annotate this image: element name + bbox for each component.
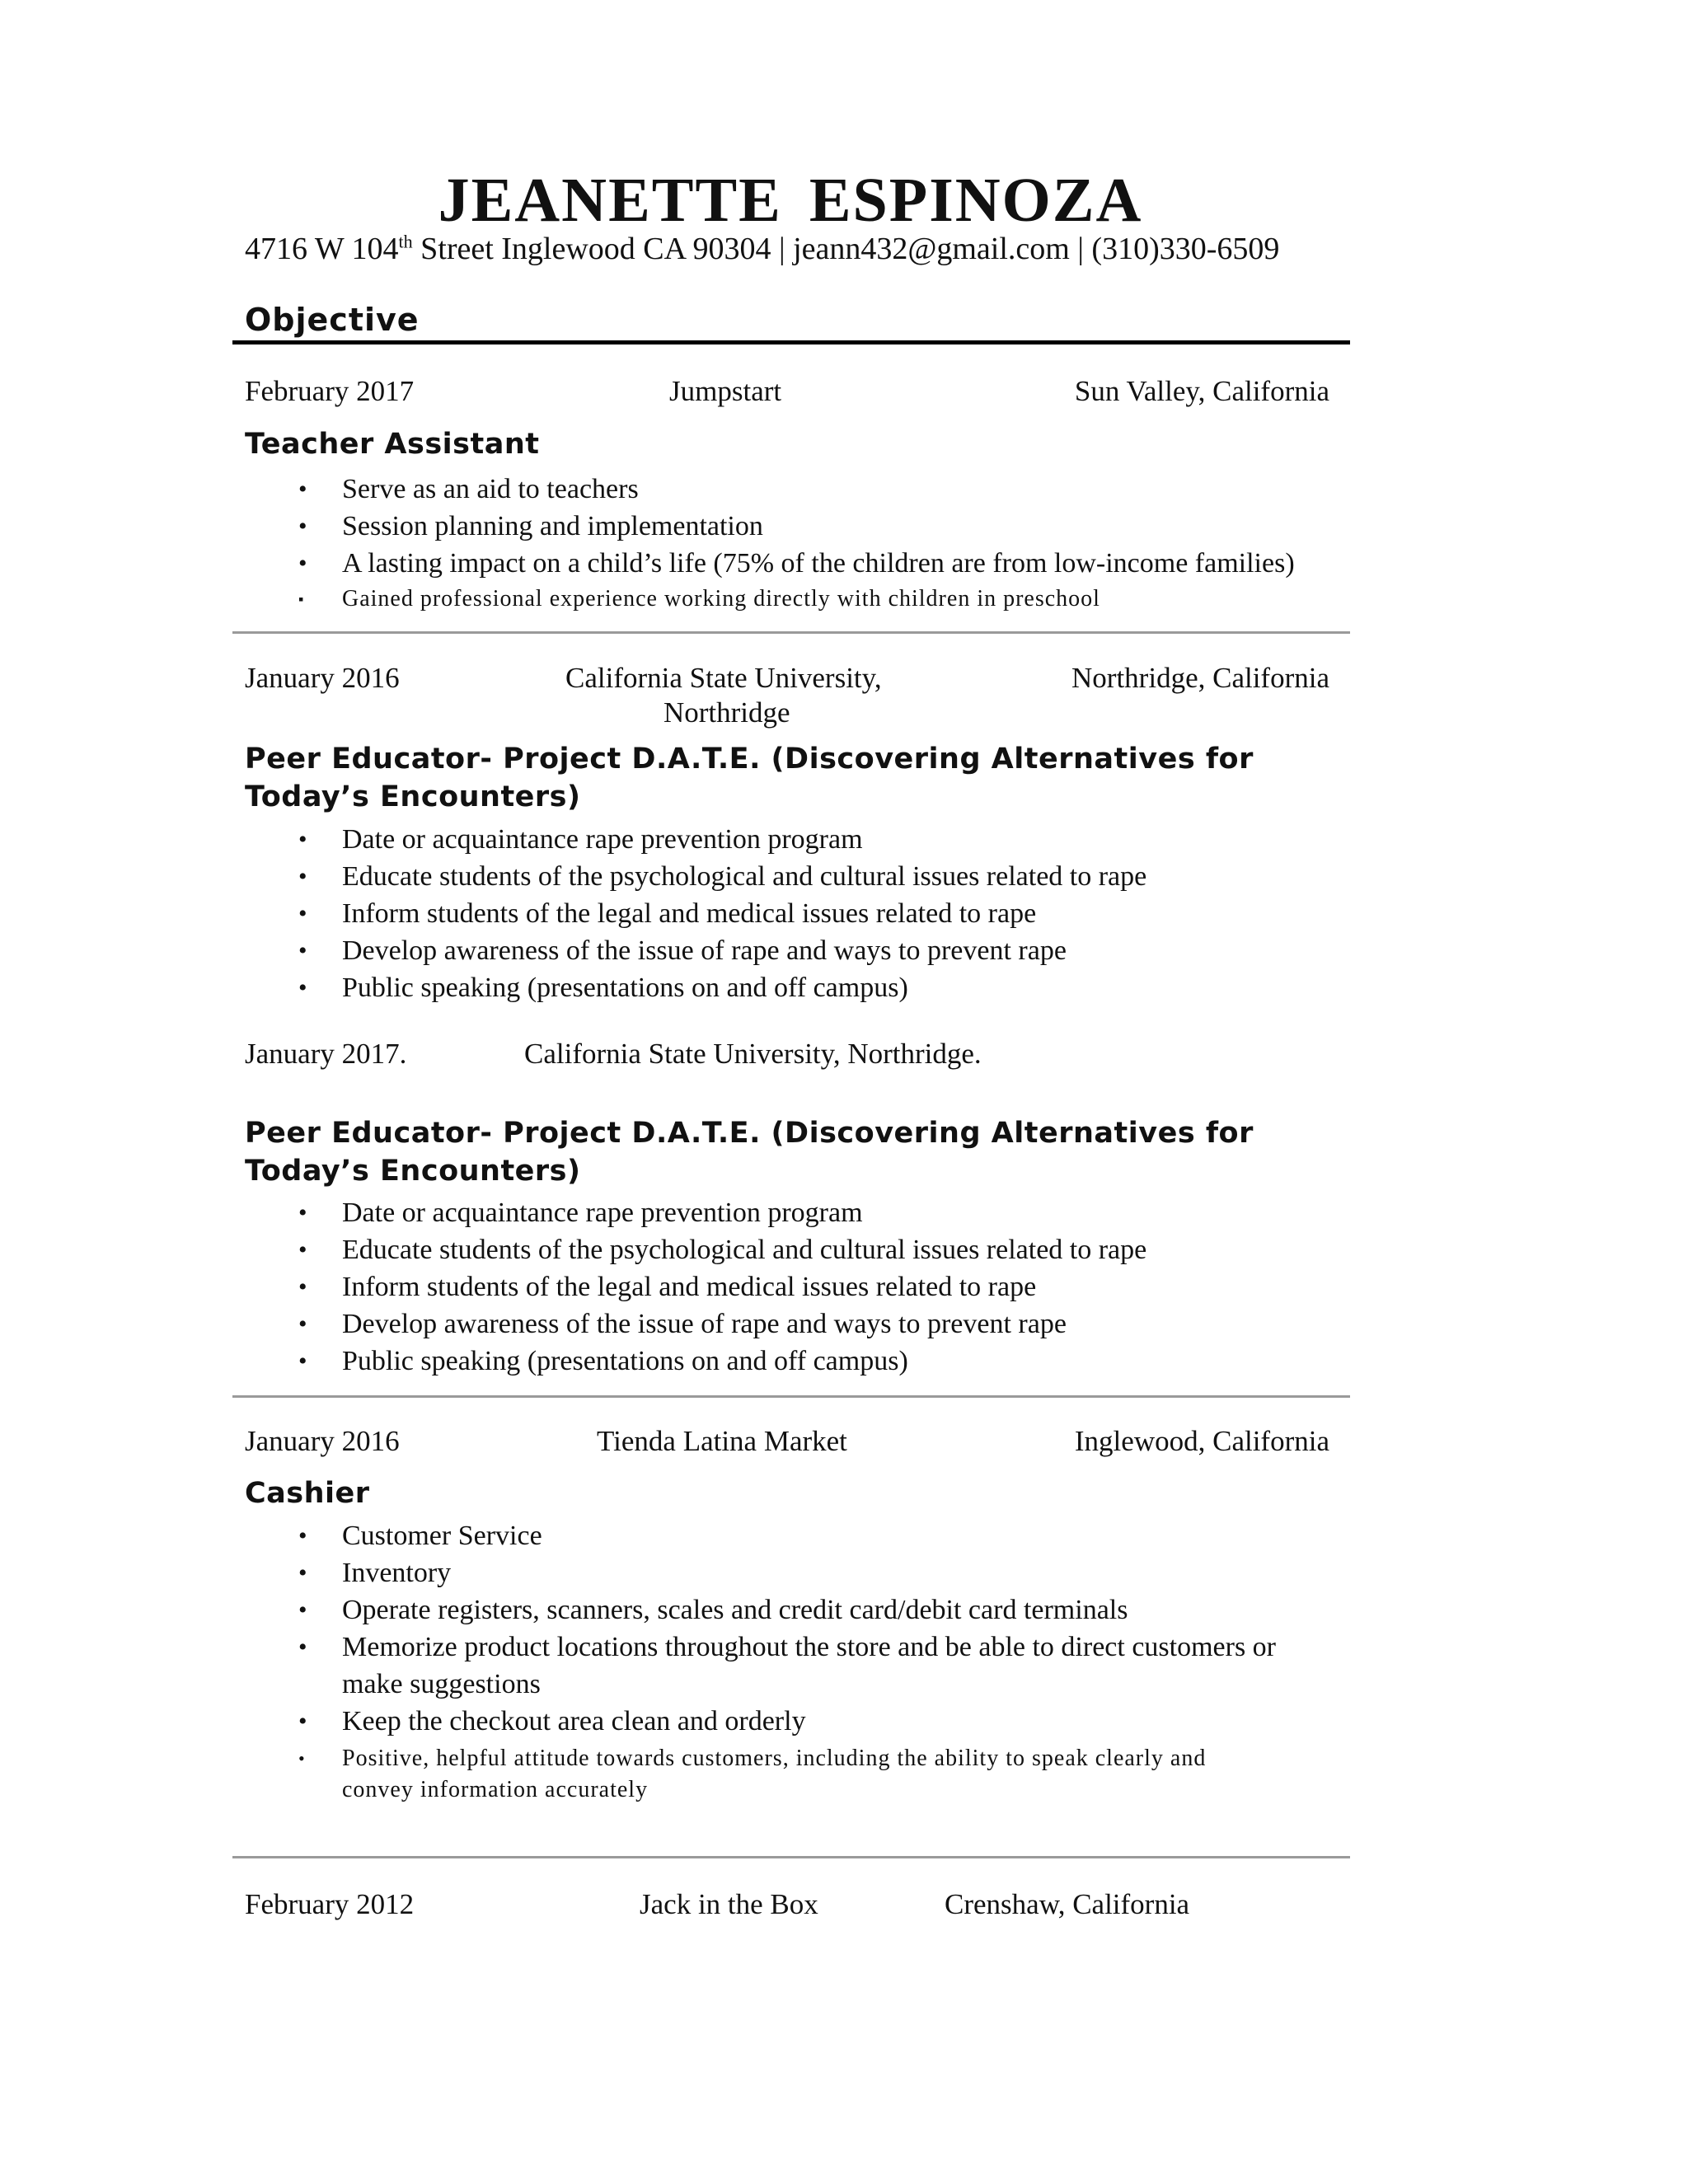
list-item: • Customer Service <box>0 1517 1276 1554</box>
bullet-icon: • <box>298 1708 307 1735</box>
list-item: • Educate students of the psychological and cultural issues related to rape <box>0 858 1146 895</box>
job-bullets <box>0 471 1295 615</box>
section-divider <box>232 1856 1350 1858</box>
bullet-icon: • <box>298 1347 307 1375</box>
list-item-continued: convey information accurately <box>342 1777 649 1802</box>
list-item: • Serve as an aid to teachers <box>0 471 1295 508</box>
job-location: Northridge, California <box>1071 662 1329 694</box>
job-location: Crenshaw, California <box>945 1888 1190 1920</box>
job-title: Teacher Assistant <box>245 428 540 461</box>
address-rest: Street Inglewood CA 90304 | jeann432@gmail.com | (310)330-6509 <box>412 232 1280 266</box>
section-divider-thick <box>232 340 1350 344</box>
bullet-icon: • <box>298 550 307 577</box>
job-title: Cashier <box>245 1477 370 1510</box>
square-bullet-icon: ▪ <box>298 591 305 607</box>
list-item: • Public speaking (presentations on and off campus) <box>0 1343 1146 1380</box>
list-item: • Inform students of the legal and medical issues related to rape <box>0 895 1146 932</box>
bullet-icon: • <box>298 1522 307 1549</box>
job-org: Jack in the Box <box>640 1888 818 1920</box>
list-item-continued: make suggestions <box>342 1669 541 1699</box>
list-item: • Develop awareness of the issue of rape and ways to prevent rape <box>0 932 1146 969</box>
bullet-icon: • <box>298 476 307 503</box>
bullet-icon: • <box>298 937 307 964</box>
job-bullets <box>0 1194 1146 1380</box>
address-suffix: th <box>398 231 413 252</box>
list-item: • Date or acquaintance rape prevention program <box>0 1194 1146 1231</box>
job-date: January 2016 <box>245 1425 400 1457</box>
job-title: Peer Educator- Project D.A.T.E. (Discovering Alternatives for Today’s Encounters) <box>245 743 1254 813</box>
job-date: February 2017 <box>245 375 415 407</box>
bullet-icon: • <box>298 1273 307 1301</box>
bullet-icon: • <box>298 900 307 927</box>
list-item: • Inventory <box>0 1554 1276 1591</box>
bullet-icon: • <box>298 863 307 890</box>
bullet-icon: • <box>298 1236 307 1263</box>
section-divider <box>232 631 1350 634</box>
job-org: California State University, Northridge. <box>524 1038 982 1070</box>
bullet-icon: • <box>298 513 307 540</box>
list-item: • Positive, helpful attitude towards customers, including the ability to speak clearly and <box>0 1743 1276 1774</box>
bullet-icon: • <box>298 1596 307 1624</box>
list-item: • Memorize product locations throughout the store and be able to direct customers or <box>0 1629 1276 1666</box>
list-item: • Develop awareness of the issue of rape and ways to prevent rape <box>0 1305 1146 1343</box>
list-item: • Public speaking (presentations on and off campus) <box>0 969 1146 1006</box>
list-item: • Date or acquaintance rape prevention program <box>0 821 1146 858</box>
job-date: February 2012 <box>245 1888 415 1920</box>
job-org: Jumpstart <box>669 375 782 407</box>
list-item: • A lasting impact on a child’s life (75% of the children are from low-income families) <box>0 545 1295 582</box>
address-start: 4716 W 104 <box>245 232 399 266</box>
bullet-icon: • <box>298 1310 307 1338</box>
bullet-icon: • <box>298 1199 307 1226</box>
list-item: • Keep the checkout area clean and orderly <box>0 1703 1276 1740</box>
job-bullets <box>0 1517 1276 1806</box>
list-item: • Operate registers, scanners, scales and credit card/debit card terminals <box>0 1591 1276 1629</box>
resume-name: JEANETTE ESPINOZA <box>438 166 1143 235</box>
list-item: ▪ Gained professional experience working directly with children in preschool <box>0 583 1295 615</box>
job-title: Peer Educator- Project D.A.T.E. (Discovering Alternatives for Today’s Encounters) <box>245 1117 1254 1188</box>
list-item: • Session planning and implementation <box>0 508 1295 545</box>
job-org: Tienda Latina Market <box>597 1425 847 1457</box>
job-date: January 2017. <box>245 1038 407 1070</box>
bullet-icon: • <box>298 826 307 853</box>
section-divider <box>232 1395 1350 1398</box>
job-bullets <box>0 821 1146 1006</box>
bullet-icon: • <box>298 1748 306 1769</box>
job-location: Sun Valley, California <box>1074 375 1329 407</box>
job-org-continued: Northridge <box>663 696 790 729</box>
objective-heading: Objective <box>245 302 420 338</box>
bullet-icon: • <box>298 1633 307 1661</box>
list-item: • Inform students of the legal and medical issues related to rape <box>0 1268 1146 1305</box>
job-location: Inglewood, California <box>1074 1425 1329 1457</box>
job-date: January 2016 <box>245 662 400 694</box>
bullet-icon: • <box>298 974 307 1001</box>
contact-line <box>245 231 1279 267</box>
list-item: • Educate students of the psychological and cultural issues related to rape <box>0 1231 1146 1268</box>
bullet-icon: • <box>298 1559 307 1586</box>
job-org: California State University, <box>565 662 882 694</box>
